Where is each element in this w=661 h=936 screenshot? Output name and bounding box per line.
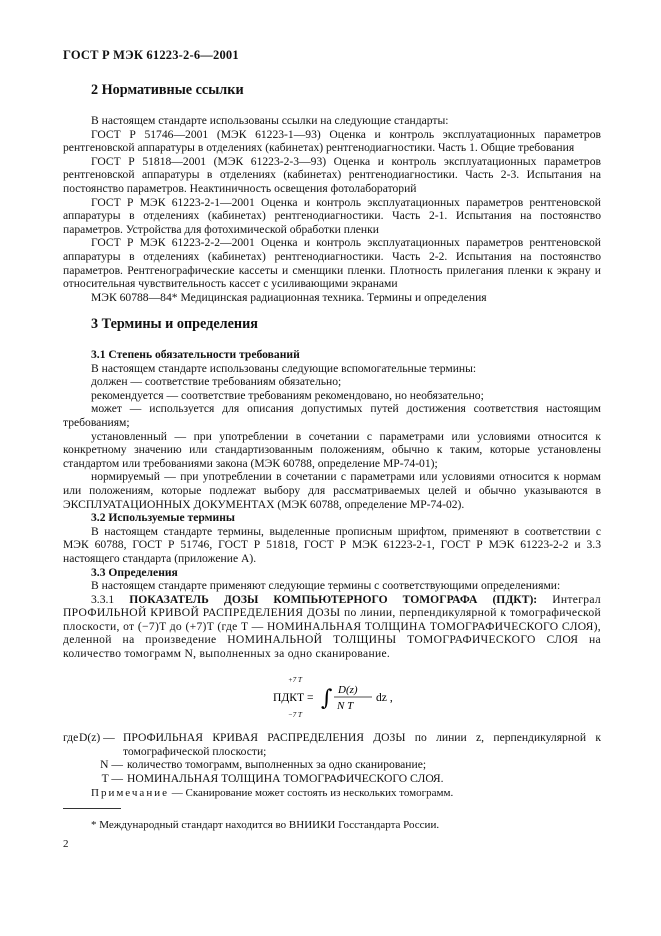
s31-term-2: рекомендуется — соответствие требованиям рекомендовано, но необязательно; <box>91 388 484 402</box>
section-3-heading: 3 Термины и определения <box>91 316 258 332</box>
s33-intro: В настоящем стандарте применяют следующие термины с соответствующими определениями: <box>91 579 561 593</box>
s31-term-5: нормируемый — при употреблении в сочетании с параметрами или условиями относится к нормам или положениям, которые подлежат выбору для рассматриваемых целей и обычно указываются в ЭКСПЛУАТАЦИОННЫХ ДОКУМЕНТАХ (МЭК 60788, определение MP-74-02). <box>63 470 601 511</box>
s2-ref-3: ГОСТ Р МЭК 61223-2-1—2001 Оценка и контроль эксплуатационных параметров рентгеновской аппаратуры в отделениях (кабинетах) рентгенодиагностики. Часть 2-1. Испытания на постоянство параметров. Устройства для фотохимической обработки пленки <box>63 195 601 236</box>
legend-txt-2: НОМИНАЛЬНАЯ ТОЛЩИНА ТОМОГРАФИЧЕСКОГО СЛОЯ. <box>127 771 444 785</box>
legend-txt-0: ПРОФИЛЬНАЯ КРИВАЯ РАСПРЕДЕЛЕНИЯ ДОЗЫ по линии z, перпендикулярной к томографической плоскости; <box>123 731 601 758</box>
s331-definition <box>63 593 601 661</box>
legend-sym-0: D(z) — <box>79 731 115 744</box>
dose-integral-formula <box>268 671 428 723</box>
page-number: 2 <box>63 838 69 850</box>
legend-row-dz <box>63 731 601 758</box>
running-header: ГОСТ Р МЭК 61223-2-6—2001 <box>63 48 239 62</box>
legend-txt-1: количество томограмм, выполненных за одно сканирование; <box>127 758 427 772</box>
s31-intro: В настоящем стандарте использованы следующие вспомогательные термины: <box>91 361 477 375</box>
section-3 <box>63 318 601 332</box>
section-2-body <box>63 114 601 304</box>
legend-sym-1: N — <box>100 758 123 772</box>
s2-ref-5: МЭК 60788—84* Медицинская радиационная техника. Термины и определения <box>91 290 487 304</box>
s31-term-4: установленный — при употреблении в сочетании с параметрами или условиями относится к конкретному значению или стандартизованным положениям, обычно к таким, которые установлены стандартом или требованиями закона (МЭК 60788, определение MP-74-01); <box>63 429 601 470</box>
integral-upper-limit: +7 T <box>288 676 302 684</box>
formula-differential: dz , <box>376 691 393 704</box>
footnote: * Международный стандарт находится во ВНИИКИ Госстандарта России. <box>91 819 440 831</box>
integral-sign: ∫ <box>321 686 333 711</box>
note-label: Примечание <box>91 787 169 799</box>
section-2-heading: 2 Нормативные ссылки <box>91 82 244 98</box>
s31-term-1: должен — соответствие требованиям обязательно; <box>91 375 342 389</box>
formula-legend <box>63 731 601 785</box>
s331-term: ПОКАЗАТЕЛЬ ДОЗЫ КОМПЬЮТЕРНОГО ТОМОГРАФА (ПДКТ): <box>129 592 538 606</box>
s33-heading: 3.3 Определения <box>91 565 178 579</box>
legend-row-t <box>63 772 601 786</box>
section-2 <box>63 84 601 98</box>
note <box>91 787 601 799</box>
s32-heading: 3.2 Используемые термины <box>91 511 235 525</box>
s31-heading: 3.1 Степень обязательности требований <box>91 348 300 361</box>
s2-ref-1: ГОСТ Р 51746—2001 (МЭК 61223-1—93) Оценка и контроль эксплуатационных параметров рентгеновской аппаратуры в отделениях (кабинетах) рентгенодиагностики. Часть 1. Общие требования <box>63 127 601 155</box>
s331-text: Интеграл ПРОФИЛЬНОЙ КРИВОЙ РАСПРЕДЕЛЕНИЯ ДОЗЫ по линии, перпендикулярной к томографической плоскости, от (−7)T до (+7)T (где T — НОМИНАЛЬНАЯ ТОЛЩИНА ТОМОГРАФИЧЕСКОГО СЛОЯ), деленной на произведение НОМИНАЛЬНОЙ ТОЛЩИНЫ ТОМОГРАФИЧЕСКОГО СЛОЯ на количество томограмм N, выполненных за одно сканирование. <box>63 592 601 661</box>
s31-term-3: может — используется для описания допустимых путей достижения соответствия настоящим требованиям; <box>63 402 601 429</box>
fraction-denominator: N T <box>337 700 354 712</box>
legend-sym-2: T — <box>101 771 123 785</box>
fraction-numerator: D(z) <box>338 684 358 696</box>
s2-ref-4: ГОСТ Р МЭК 61223-2-2—2001 Оценка и контроль эксплуатационных параметров рентгеновской аппаратуры в отделениях (кабинетах) рентгенодиагностики. Часть 2-2. Испытания на постоянство параметров. Рентгенографические кассеты и сменщики пленки. Плотность прилегания пленки к экрану и относительная чувствительность кассет с усиливающими экранами <box>63 236 601 291</box>
s2-intro: В настоящем стандарте использованы ссылки на следующие стандарты: <box>91 114 449 127</box>
s2-ref-2: ГОСТ Р 51818—2001 (МЭК 61223-2-3—93) Оценка и контроль эксплуатационных параметров рентгеновской аппаратуры в отделениях (кабинетах) рентгенодиагностики. Часть 2-3. Испытания на постоянство параметров. Неактиничность освещения фотолабораторий <box>63 154 601 195</box>
formula-lhs: ПДКТ = <box>273 691 314 704</box>
footnote-divider <box>63 808 121 809</box>
legend-row-n <box>63 758 601 772</box>
legend-where: где <box>63 731 79 744</box>
s32-text: В настоящем стандарте термины, выделенные прописным шрифтом, применяют в соответствии с МЭК 60788, ГОСТ Р 51746, ГОСТ Р 51818, ГОСТ Р МЭК 61223-2-1, ГОСТ Р МЭК 61223-2-2 и 3.3 настоящего стандарта (приложение А). <box>63 524 601 565</box>
integral-lower-limit: −7 T <box>288 711 302 719</box>
section-3-body <box>63 348 601 661</box>
s331-number: 3.3.1 <box>91 592 115 606</box>
note-text: — Сканирование может состоять из нескольких томограмм. <box>168 787 454 799</box>
